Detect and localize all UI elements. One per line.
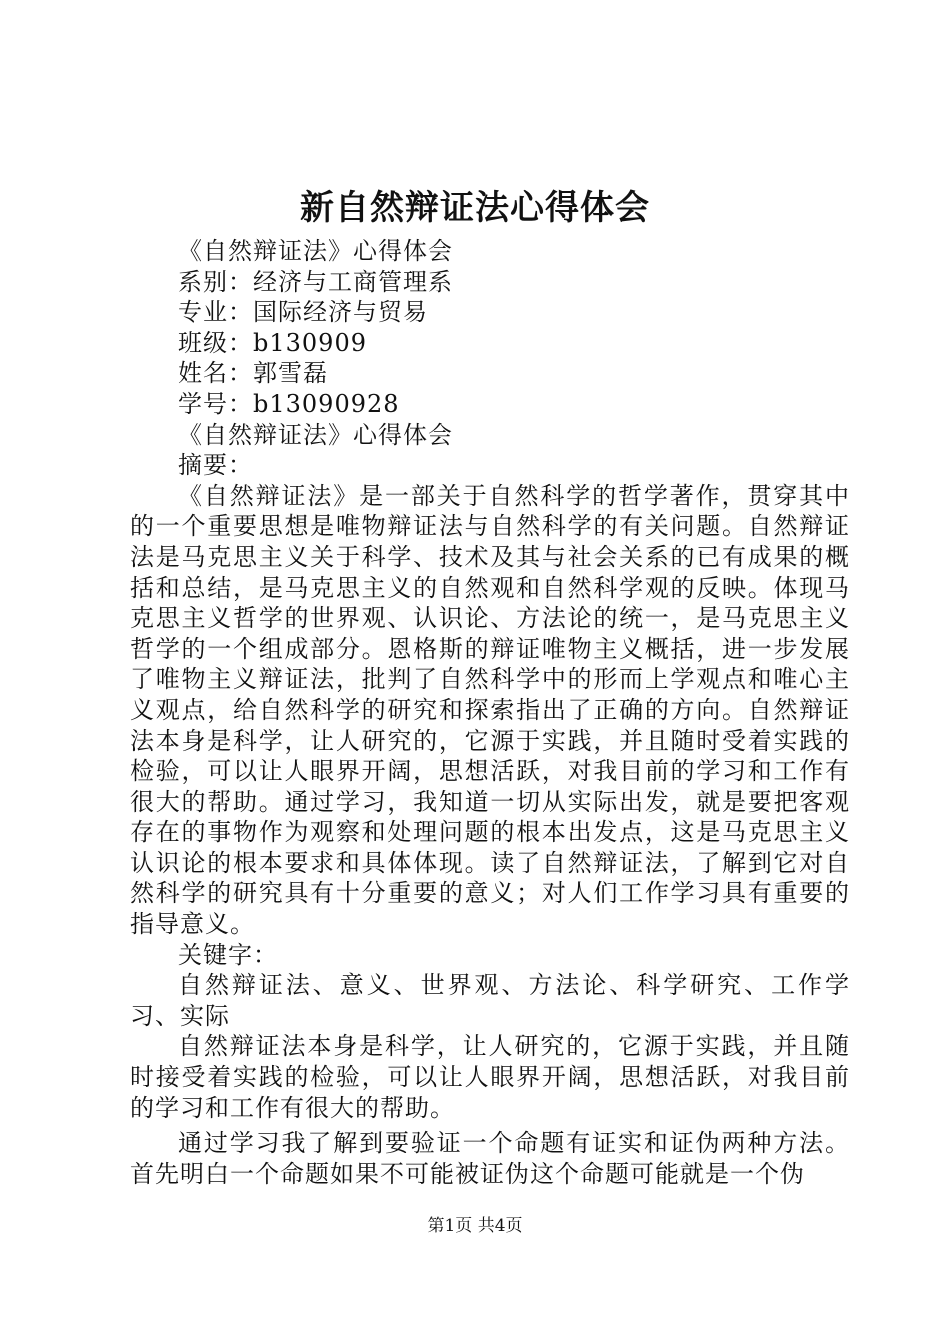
meta-department: 系别：经济与工商管理系 <box>178 267 453 296</box>
meta-student-id: 学号：b13090928 <box>178 389 400 418</box>
keywords-label: 关键字： <box>178 940 278 969</box>
meta-heading: 《自然辩证法》心得体会 <box>178 237 453 265</box>
document-body <box>130 236 850 1189</box>
page-footer: 第1页 共4页 <box>427 1216 523 1236</box>
meta-major: 专业：国际经济与贸易 <box>178 298 428 327</box>
keywords-paragraph: 自然辩证法、意义、世界观、方法论、科学研究、工作学习、实际 <box>130 971 850 1030</box>
body-paragraph-1: 自然辩证法本身是科学，让人研究的，它源于实践，并且随时接受着实践的检验，可以让人眼界开阔，思想活跃，对我目前的学习和工作有很大的帮助。 <box>130 1032 850 1122</box>
body-paragraph-2: 通过学习我了解到要验证一个命题有证实和证伪两种方法。首先明白一个命题如果不可能被证伪这个命题可能就是一个伪 <box>130 1129 850 1188</box>
meta-subtitle: 《自然辩证法》心得体会 <box>178 420 453 449</box>
meta-name: 姓名：郭雪磊 <box>178 359 328 388</box>
abstract-paragraph: 《自然辩证法》是一部关于自然科学的哲学著作，贯穿其中的一个重要思想是唯物辩证法与自然科学的有关问题。自然辩证法是马克思主义关于科学、技术及其与社会关系的已有成果的概括和总结，是马克思主义的自然观和自然科学观的反映。体现马克思主义哲学的世界观、认识论、方法论的统一，是马克思主义哲学的一个组成部分。恩格斯的辩证唯物主义概括，进一步发展了唯物主义辩证法，批判了自然科学中的形而上学观点和唯心主义观点，给自然科学的研究和探索指出了正确的方向。自然辩证法本身是科学，让人研究的，它源于实践，并且随时受着实践的检验，可以让人眼界开阔，思想活跃，对我目前的学习和工作有很大的帮助。通过学习，我知道一切从实际出发，就是要把客观存在的事物作为观察和处理问题的根本出发点，这是马克思主义认识论的根本要求和具体体现。读了自然辩证法，了解到它对自然科学的研究具有十分重要的意义；对人们工作学习具有重要的指导意义。 <box>130 481 850 939</box>
meta-class: 班级：b130909 <box>178 328 367 357</box>
document-title: 新自然辩证法心得体会 <box>300 188 650 228</box>
abstract-label: 摘要： <box>178 451 253 480</box>
